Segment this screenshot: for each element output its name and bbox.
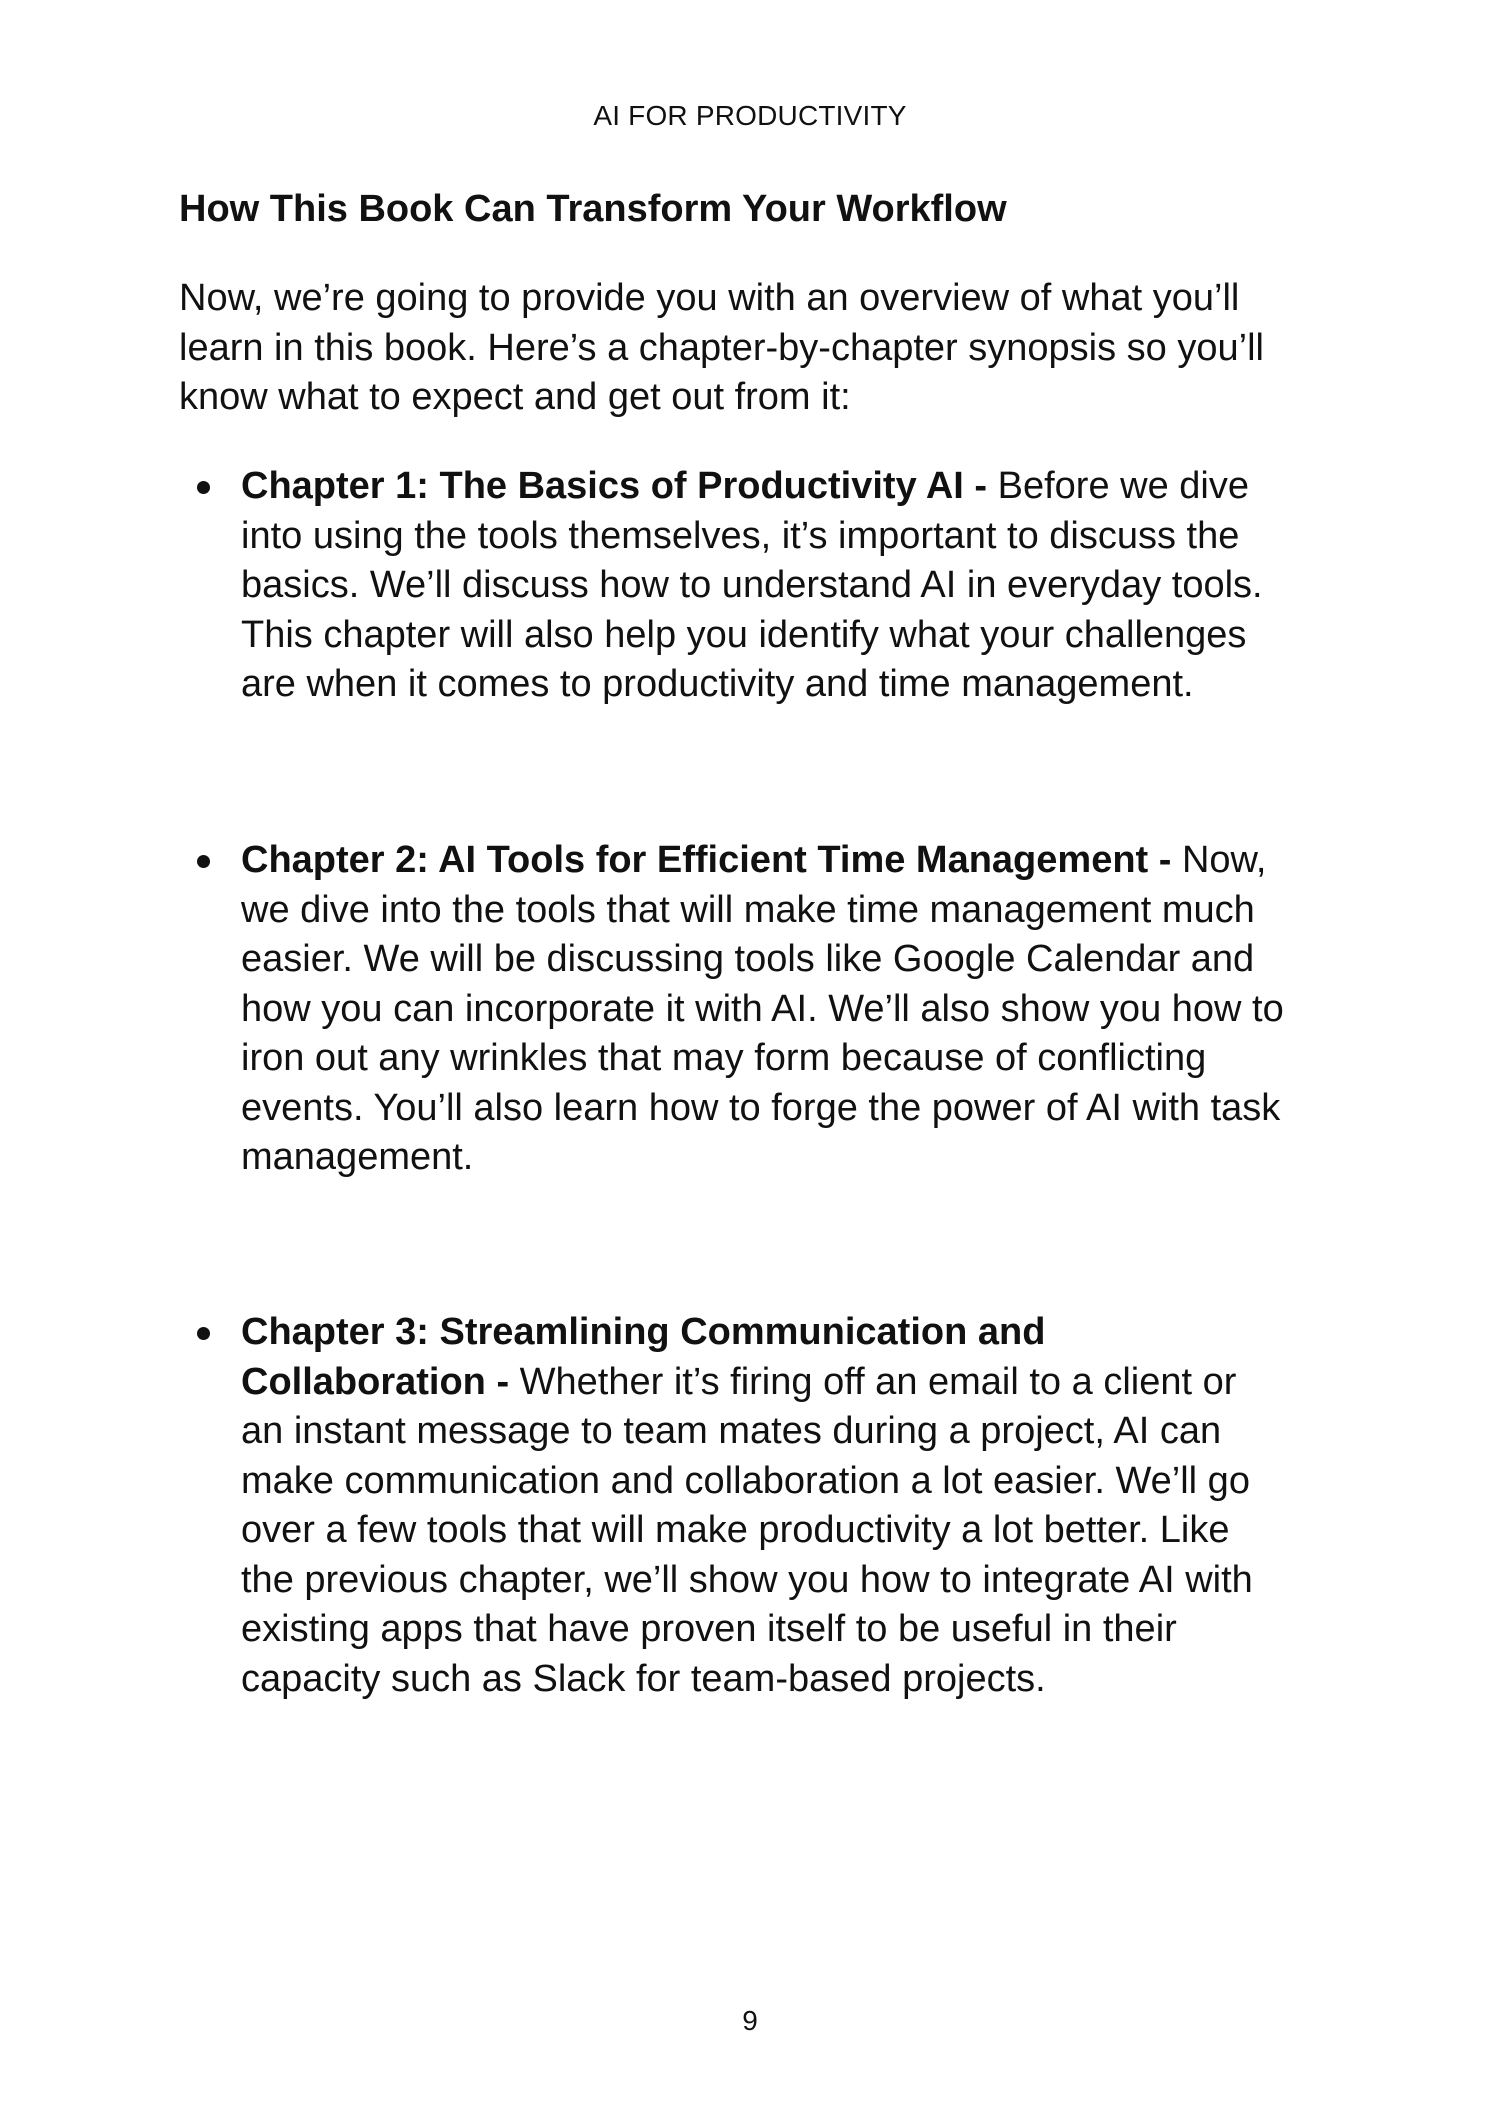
chapter-line [241,1605,1253,1655]
intro-line: Now, we’re going to provide you with an overview of what you’ll [179,277,1240,319]
chapter-title-text: Collaboration - [241,1360,520,1403]
chapter-body-text: events. You’ll also learn how to forge the power of AI with task [241,1086,1281,1129]
chapter-body-text: the previous chapter, we’ll show you how to integrate AI with [241,1558,1253,1601]
chapter-3-item [241,1308,1253,1704]
chapter-line [241,1133,1284,1183]
chapter-line [241,1655,1253,1705]
chapter-body-text: Whether it’s firing off an email to a client or [519,1360,1237,1403]
chapter-line [241,660,1263,710]
chapter-line [241,1457,1253,1507]
chapter-body-text: basics. We’ll discuss how to understand AI in everyday tools. [241,564,1263,606]
bullet-icon [197,481,210,494]
chapter-body-text: iron out any wrinkles that may form because of conflicting [241,1037,1207,1079]
chapter-body-text: an instant message to team mates during a project, AI can [241,1410,1222,1452]
chapter-body-text: existing apps that have proven itself to be useful in their [241,1608,1177,1650]
chapter-line [241,1407,1253,1457]
chapter-line [241,1034,1284,1084]
bullet-icon [197,1327,210,1340]
intro-line: know what to expect and get out from it: [179,376,851,418]
chapter-line [241,561,1263,611]
chapter-line [241,1084,1284,1134]
bullet-icon [197,855,210,868]
chapter-line [241,935,1284,985]
chapter-body-text: into using the tools themselves, it’s important to discuss the [241,514,1240,557]
chapter-title-text: Chapter 1: The Basics of Productivity AI - [241,465,998,507]
chapter-1-item [241,462,1263,710]
running-header: AI FOR PRODUCTIVITY [593,100,907,131]
intro-line: learn in this book. Here’s a chapter-by-chapter synopsis so you’ll [179,326,1264,369]
chapter-body-text: This chapter will also help you identify what your challenges [241,613,1247,656]
chapter-body-text: easier. We will be discussing tools like Google Calendar and [241,938,1255,980]
chapter-body-text: are when it comes to productivity and time management. [241,663,1194,705]
chapter-body-text: over a few tools that will make productivity a lot better. Like [241,1509,1230,1551]
chapter-line [241,462,1263,512]
chapter-body-text: Now, [1181,839,1267,881]
chapter-body-text: make communication and collaboration a lot easier. We’ll go [241,1459,1250,1502]
chapter-title-text: Chapter 3: Streamlining Communication and [241,1311,1046,1353]
section-heading: How This Book Can Transform Your Workflow [179,188,1007,230]
chapter-line [241,1308,1253,1358]
chapter-line [241,1556,1253,1606]
chapter-body-text: we dive into the tools that will make time management much [241,888,1255,931]
chapter-body-text: how you can incorporate it with AI. We’ll also show you how to [241,987,1284,1030]
chapter-line [241,886,1284,936]
chapter-line [241,836,1284,886]
chapter-line [241,611,1263,661]
chapter-line [241,512,1263,562]
chapter-body-text: Before we dive [997,465,1249,507]
chapter-body-text: capacity such as Slack for team-based projects. [241,1657,1046,1700]
intro-paragraph [179,274,1264,423]
chapter-line [241,1358,1253,1408]
page-number: 9 [742,2005,758,2036]
chapter-2-item [241,836,1284,1183]
chapter-title-text: Chapter 2: AI Tools for Efficient Time Management - [241,839,1182,881]
chapter-line [241,1506,1253,1556]
chapter-body-text: management. [241,1136,474,1178]
chapter-line [241,985,1284,1035]
